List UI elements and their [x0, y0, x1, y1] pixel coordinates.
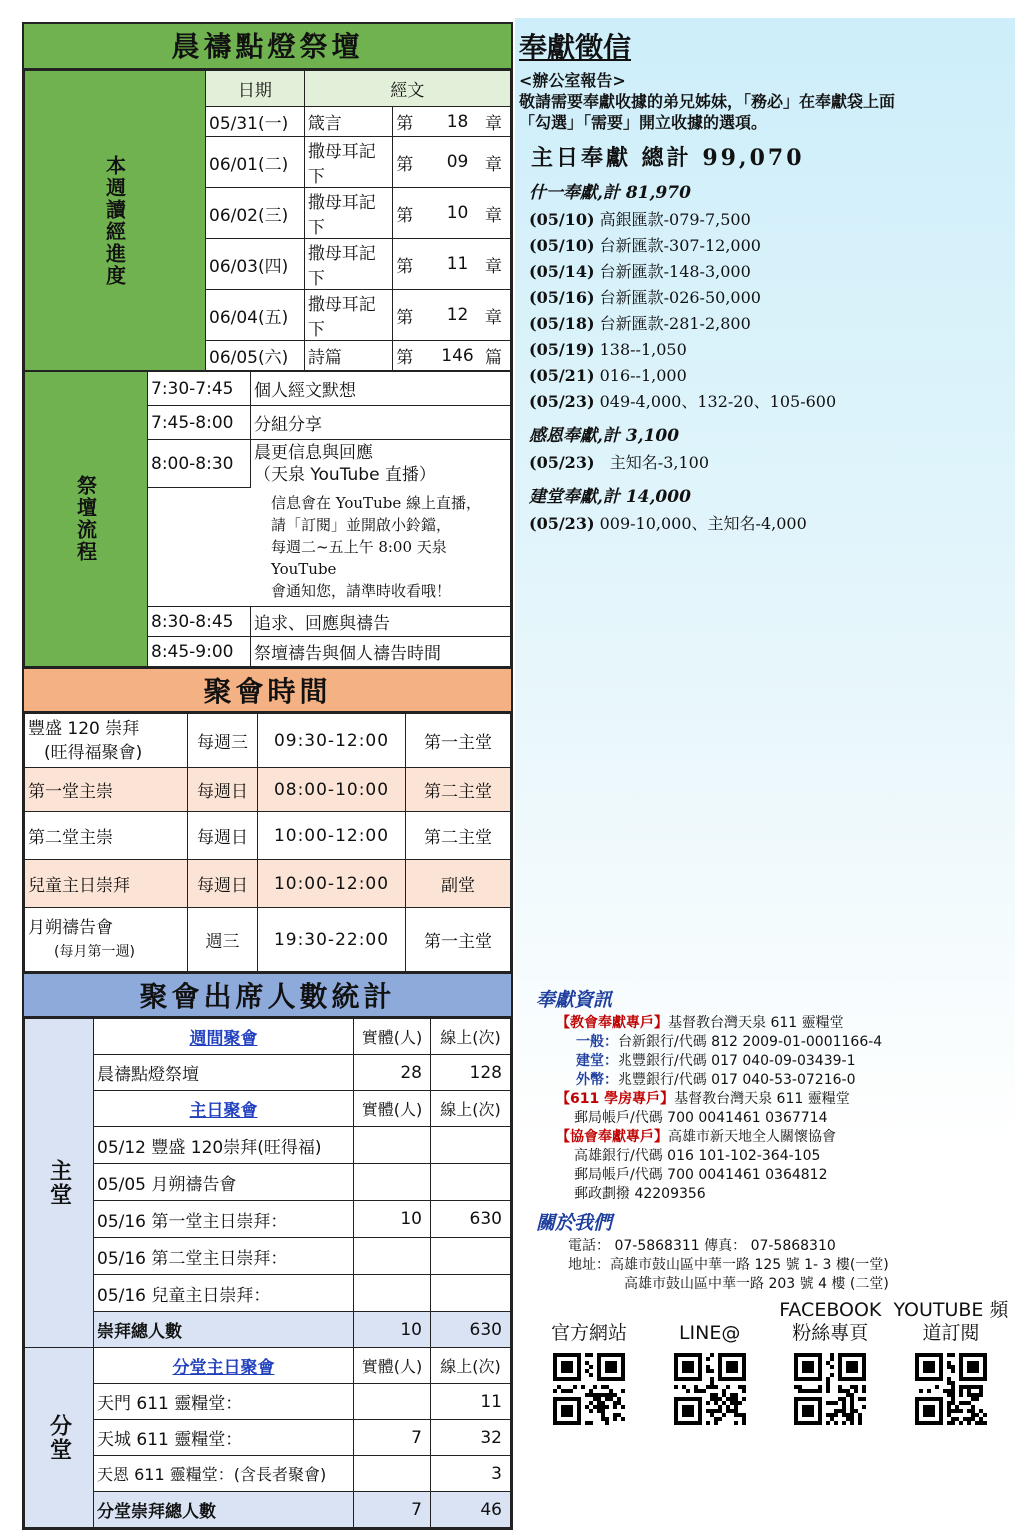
item-text: 台新匯款-281-2,800: [599, 314, 751, 333]
qr-row: [530, 1295, 1010, 1429]
account-text: 郵政劃撥 42209356: [574, 1186, 706, 1202]
reading-pre: 第: [393, 188, 433, 239]
weekday-head: 週間聚會: [94, 1019, 354, 1055]
meeting-day: 週三: [188, 908, 258, 972]
col-physical: 實體(人): [354, 1348, 431, 1384]
attendance-physical: [354, 1127, 431, 1164]
reading-num: 11: [433, 239, 482, 290]
branch-head: 分堂主日聚會: [94, 1348, 354, 1384]
attendance-physical: 28: [354, 1055, 431, 1091]
qr-youtube[interactable]: [892, 1295, 1010, 1429]
tithe-item: [529, 389, 1015, 415]
info-title: 奉獻資訊: [536, 989, 613, 1011]
tithe-item: [529, 285, 1015, 311]
account-name: 基督教台灣天泉 611 靈糧堂: [668, 1015, 844, 1031]
meeting-name: [25, 714, 188, 768]
thanks-head: 感恩奉獻,計 3,100: [529, 426, 680, 446]
col-online: 線上(次): [431, 1348, 511, 1384]
tithe-item: [529, 259, 1015, 285]
reading-suf: 章: [482, 188, 511, 239]
account-a: [556, 1014, 1016, 1033]
meeting-name-text: 豐盛 120 崇拜: [28, 718, 140, 739]
tithe-item: [529, 311, 1015, 337]
meeting-day: 每週日: [188, 768, 258, 812]
meeting-name: [25, 908, 188, 972]
attendance-name: 05/16 兒童主日崇拜：: [94, 1275, 354, 1312]
flow-item-text: 晨更信息與回應: [254, 442, 373, 463]
meeting-time: 10:00-12:00: [258, 860, 406, 908]
col-date: 日期: [206, 71, 305, 107]
meeting-name: 兒童主日崇拜: [25, 860, 188, 908]
attendance-total-physical: 10: [354, 1312, 431, 1348]
account-name: 高雄市新天地全人關懷協會: [668, 1129, 836, 1145]
item-text: 主知名-3,100: [609, 453, 709, 472]
qr-label: YOUTUBE 頻道訂閱: [893, 1299, 1009, 1344]
tithe-item: [529, 207, 1015, 233]
tithe-head: 什一奉獻,計 81,970: [529, 183, 691, 203]
qr-line[interactable]: [651, 1295, 769, 1429]
notice-line: 敬請需要奉獻收據的弟兄姊妹，「務必」在奉獻袋上面: [519, 92, 896, 111]
note-line: 信息會在 YouTube 線上直播，: [271, 494, 481, 512]
item-text: 台新匯款-148-3,000: [599, 262, 751, 281]
attendance-online: 630: [431, 1201, 511, 1238]
attendance-online: [431, 1238, 511, 1275]
account-tag: 【611 學房專戶】: [556, 1091, 675, 1107]
meeting-place: 第二主堂: [406, 812, 511, 860]
offering-info: [536, 985, 1016, 1294]
item-date: (05/23): [529, 392, 595, 411]
account-text: 兆豐銀行/代碼 017 040-09-03439-1: [618, 1053, 856, 1069]
account-text: 高雄銀行/代碼 016 101-102-364-105: [574, 1148, 821, 1164]
reading-pre: 第: [393, 341, 433, 371]
col-scripture: 經文: [304, 71, 510, 107]
col-online: 線上(次): [431, 1091, 511, 1127]
item-date: (05/16): [529, 288, 595, 307]
qr-code-icon: [794, 1353, 866, 1425]
meeting-day: 每週日: [188, 812, 258, 860]
item-text: 009-10,000、主知名-4,000: [599, 514, 807, 533]
reading-pre: 第: [393, 239, 433, 290]
reading-pre: 第: [393, 290, 433, 341]
qr-code-icon: [674, 1353, 746, 1425]
attendance-online: [431, 1127, 511, 1164]
attendance-total-online: 46: [431, 1492, 511, 1528]
flow-table: [24, 371, 511, 667]
account-tag: 【協會奉獻專戶】: [556, 1129, 668, 1145]
attendance-physical: 7: [354, 1420, 431, 1456]
attendance-total-online: 630: [431, 1312, 511, 1348]
attendance-name: 05/12 豐盛 120崇拜(旺得福): [94, 1127, 354, 1164]
address-line: 地址：高雄市鼓山區中華一路 125 號 1- 3 樓(一堂): [568, 1257, 889, 1273]
attendance-physical: [354, 1238, 431, 1275]
attendance-total-physical: 7: [354, 1492, 431, 1528]
reading-num: 12: [433, 290, 482, 341]
meeting-name: 第二堂主崇: [25, 812, 188, 860]
item-date: (05/23): [529, 514, 595, 533]
reading-pre: 第: [393, 137, 433, 188]
qr-label: FACEBOOK 粉絲專頁: [779, 1299, 882, 1344]
flow-label: 祭壇流程: [25, 372, 148, 667]
attendance-online: 11: [431, 1384, 511, 1420]
attendance-name: 05/16 第二堂主日崇拜：: [94, 1238, 354, 1275]
office-report: <辦公室報告>: [519, 71, 626, 90]
meeting-place: 第一主堂: [406, 714, 511, 768]
reading-num: 146: [433, 341, 482, 371]
item-text: 016--1,000: [599, 366, 687, 385]
col-online: 線上(次): [431, 1019, 511, 1055]
meeting-name-text: 月朔禱告會: [28, 917, 113, 938]
reading-label: 本週讀經進度: [25, 71, 206, 371]
flow-time: 8:30-8:45: [148, 607, 251, 637]
account-label: 建堂：: [576, 1053, 618, 1069]
building-item: [529, 511, 1015, 537]
main-hall-label: 主堂: [25, 1019, 94, 1348]
account-label: 外幣：: [576, 1072, 618, 1088]
item-date: (05/10): [529, 210, 595, 229]
reading-suf: 篇: [482, 341, 511, 371]
attendance-online: [431, 1164, 511, 1201]
item-date: (05/14): [529, 262, 595, 281]
branch-label: 分堂: [25, 1348, 94, 1528]
account-text: 兆豐銀行/代碼 017 040-53-07216-0: [618, 1072, 856, 1088]
note-line: 請「訂閱」並開啟小鈴鐺，: [271, 516, 452, 534]
reading-book: 箴言: [304, 107, 392, 137]
flow-time: 7:30-7:45: [148, 372, 251, 406]
attendance-physical: [354, 1384, 431, 1420]
qr-website[interactable]: [530, 1295, 648, 1429]
meetings-title: 聚會時間: [24, 667, 511, 713]
account-name: 基督教台灣天泉 611 靈糧堂: [674, 1091, 850, 1107]
reading-date: 06/05(六): [206, 341, 305, 371]
account-text: 郵局帳戶/代碼 700 0041461 0364812: [574, 1167, 828, 1183]
meeting-place: 副堂: [406, 860, 511, 908]
qr-facebook[interactable]: [771, 1295, 889, 1429]
account-text: 台新銀行/代碼 812 2009-01-0001166-4: [618, 1034, 883, 1050]
qr-label: LINE@: [678, 1322, 741, 1344]
item-date: (05/10): [529, 236, 595, 255]
attendance-online: 128: [431, 1055, 511, 1091]
reading-book: 撒母耳記下: [304, 188, 392, 239]
account-line: [576, 1071, 1016, 1090]
attendance-name: 天城 611 靈糧堂：: [94, 1420, 354, 1456]
meeting-time: 19:30-22:00: [258, 908, 406, 972]
meeting-name-sub: (旺得福聚會): [44, 742, 143, 763]
reading-book: 撒母耳記下: [304, 239, 392, 290]
sunday-head: 主日聚會: [94, 1091, 354, 1127]
meeting-place: 第一主堂: [406, 908, 511, 972]
reading-suf: 章: [482, 107, 511, 137]
flow-time: 8:45-9:00: [148, 637, 251, 667]
reading-suf: 章: [482, 290, 511, 341]
flow-item: [251, 440, 511, 488]
reading-date: 06/01(二): [206, 137, 305, 188]
reading-num: 09: [433, 137, 482, 188]
item-date: (05/19): [529, 340, 595, 359]
attendance-name: 05/05 月朔禱告會: [94, 1164, 354, 1201]
account-label: 一般：: [576, 1034, 618, 1050]
item-text: 138--1,050: [599, 340, 687, 359]
item-text: 台新匯款-026-50,000: [599, 288, 761, 307]
qr-label: 官方網站: [550, 1322, 627, 1344]
meeting-name-sub: (每月第一週): [54, 943, 135, 960]
reading-date: 06/02(三): [206, 188, 305, 239]
address-line: 高雄市鼓山區中華一路 203 號 4 樓 (二堂): [624, 1276, 889, 1292]
flow-item: 分組分享: [251, 406, 511, 440]
thanks-item: [529, 450, 1015, 476]
reading-date: 06/03(四): [206, 239, 305, 290]
reading-num: 18: [433, 107, 482, 137]
meetings-table: [24, 713, 511, 972]
reading-date: 06/04(五): [206, 290, 305, 341]
attendance-physical: [354, 1275, 431, 1312]
reading-suf: 章: [482, 239, 511, 290]
qr-code-icon: [915, 1353, 987, 1425]
item-text: 高銀匯款-079-7,500: [599, 210, 751, 229]
offering-total: 主日奉獻 總計 99,070: [531, 145, 805, 171]
item-date: (05/23): [529, 453, 595, 472]
about-title: 關於我們: [536, 1212, 613, 1234]
col-physical: 實體(人): [354, 1091, 431, 1127]
item-date: (05/18): [529, 314, 595, 333]
flow-item: 追求、回應與禱告: [251, 607, 511, 637]
attendance-online: [431, 1275, 511, 1312]
offering-title: 奉獻徵信: [519, 31, 632, 64]
reading-table: [24, 70, 511, 371]
left-column: [22, 22, 513, 1530]
building-head: 建堂奉獻,計 14,000: [529, 487, 691, 507]
attendance-name: 天恩 611 靈糧堂：(含長者聚會): [94, 1456, 354, 1492]
livestream-note: [148, 488, 511, 607]
account-text: 郵局帳戶/代碼 700 0041461 0367714: [574, 1110, 828, 1126]
tithe-item: [529, 337, 1015, 363]
phone-line: 電話： 07-5868311 傳真： 07-5868310: [568, 1238, 836, 1254]
attendance-online: 3: [431, 1456, 511, 1492]
flow-item: 祭壇禱告與個人禱告時間: [251, 637, 511, 667]
attendance-name: 晨禱點燈祭壇: [94, 1055, 354, 1091]
reading-book: 詩篇: [304, 341, 392, 371]
notice-line: 「勾選」「需要」開立收據的選項。: [519, 113, 768, 132]
flow-item-sub: （天泉 YouTube 直播）: [254, 464, 436, 485]
account-line: [576, 1052, 1016, 1071]
prayer-title: 晨禱點燈祭壇: [24, 24, 511, 70]
tithe-item: [529, 233, 1015, 259]
attendance-online: 32: [431, 1420, 511, 1456]
attendance-name: 天門 611 靈糧堂：: [94, 1384, 354, 1420]
account-tag: 【教會奉獻專戶】: [556, 1015, 668, 1031]
meeting-time: 10:00-12:00: [258, 812, 406, 860]
reading-num: 10: [433, 188, 482, 239]
reading-book: 撒母耳記下: [304, 137, 392, 188]
attendance-name: 05/16 第一堂主日崇拜：: [94, 1201, 354, 1238]
item-text: 台新匯款-307-12,000: [599, 236, 761, 255]
meeting-place: 第二主堂: [406, 768, 511, 812]
attendance-total-name: 分堂崇拜總人數: [94, 1492, 354, 1528]
reading-date: 05/31(一): [206, 107, 305, 137]
meeting-day: 每週三: [188, 714, 258, 768]
flow-time: 8:00-8:30: [148, 440, 251, 488]
note-line: 每週二~五上午 8:00 天泉 YouTube: [271, 538, 447, 578]
attendance-total-name: 崇拜總人數: [94, 1312, 354, 1348]
meeting-time: 09:30-12:00: [258, 714, 406, 768]
note-line: 會通知您，請準時收看哦！: [271, 582, 452, 600]
attendance-table: [24, 1018, 511, 1528]
attendance-physical: [354, 1164, 431, 1201]
attendance-physical: [354, 1456, 431, 1492]
attendance-physical: 10: [354, 1201, 431, 1238]
item-text: 049-4,000、132-20、105-600: [599, 392, 837, 411]
item-date: (05/21): [529, 366, 595, 385]
account-b: [556, 1090, 1016, 1109]
col-physical: 實體(人): [354, 1019, 431, 1055]
reading-pre: 第: [393, 107, 433, 137]
meeting-time: 08:00-10:00: [258, 768, 406, 812]
attendance-title: 聚會出席人數統計: [24, 972, 511, 1018]
flow-item: 個人經文默想: [251, 372, 511, 406]
account-line: [576, 1033, 1016, 1052]
meeting-day: 每週日: [188, 860, 258, 908]
qr-code-icon: [553, 1353, 625, 1425]
reading-book: 撒母耳記下: [304, 290, 392, 341]
account-c: [556, 1128, 1016, 1147]
reading-suf: 章: [482, 137, 511, 188]
flow-time: 7:45-8:00: [148, 406, 251, 440]
meeting-name: 第一堂主崇: [25, 768, 188, 812]
tithe-item: [529, 363, 1015, 389]
